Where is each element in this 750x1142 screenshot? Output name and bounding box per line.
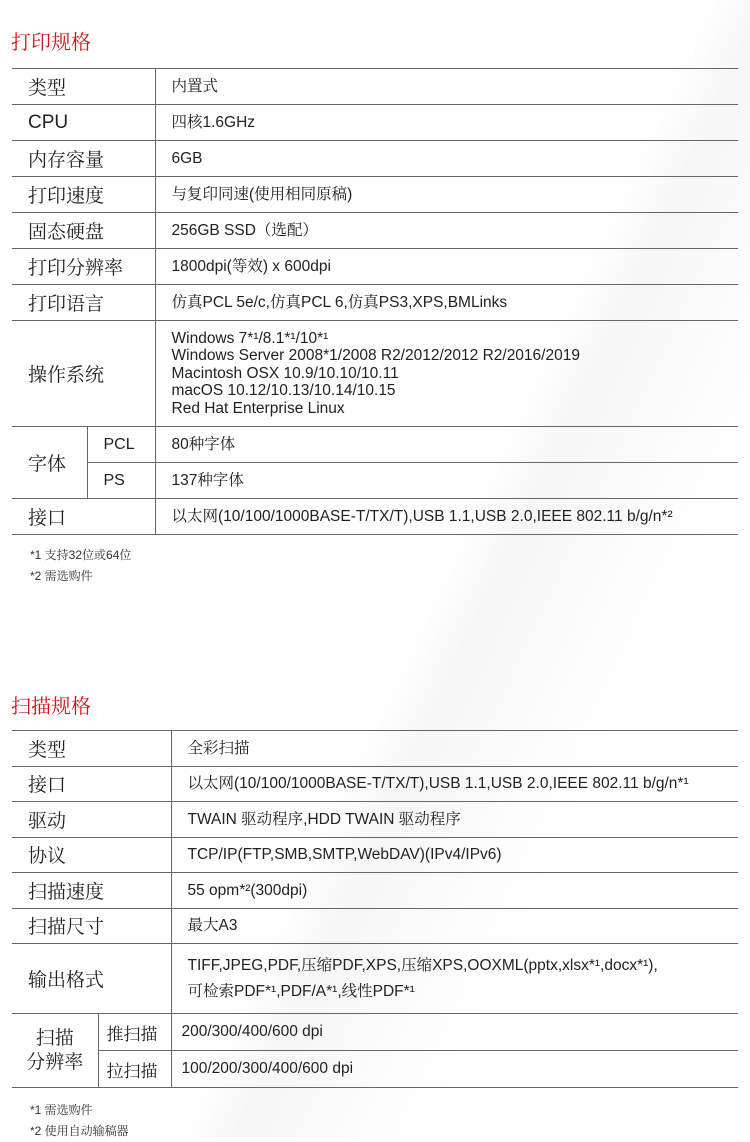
table-row bbox=[12, 731, 738, 767]
row-value: 仿真PCL 5e/c,仿真PCL 6,仿真PS3,XPS,BMLinks bbox=[155, 285, 738, 321]
row-label: 输出格式 bbox=[12, 944, 171, 1014]
row-label: 类型 bbox=[12, 69, 155, 105]
table-row bbox=[12, 908, 738, 944]
os-line: macOS 10.12/10.13/10.14/10.15 bbox=[171, 382, 396, 400]
row-value: 最大A3 bbox=[171, 908, 738, 944]
row-label: 驱动 bbox=[12, 802, 171, 838]
row-value: 以太网(10/100/1000BASE-T/TX/T),USB 1.1,USB 2.0,IEEE 802.11 b/g/n*¹ bbox=[171, 766, 738, 802]
table-row bbox=[12, 285, 738, 321]
row-value bbox=[171, 944, 738, 1014]
row-label: CPU bbox=[12, 105, 155, 141]
scan-spec-title: 扫描规格 bbox=[11, 696, 91, 718]
os-line: Windows Server 2008*1/2008 R2/2012/2012 R2/2016/2019 bbox=[171, 347, 580, 365]
table-row bbox=[12, 105, 738, 141]
note: *2 使用自动输稿器 bbox=[30, 1124, 129, 1138]
table-row bbox=[12, 321, 738, 427]
output-line: 可检索PDF*¹,PDF/A*¹,线性PDF*¹ bbox=[187, 982, 415, 1000]
table-row bbox=[12, 1014, 738, 1051]
table-row bbox=[12, 837, 738, 873]
row-value: 80种字体 bbox=[155, 427, 738, 463]
row-label: 接口 bbox=[12, 766, 171, 802]
table-row bbox=[12, 802, 738, 838]
scan-notes bbox=[30, 1100, 129, 1142]
sub-label: 拉扫描 bbox=[98, 1051, 171, 1088]
label-line: 分辨率 bbox=[26, 1051, 84, 1073]
row-label: 打印语言 bbox=[12, 285, 155, 321]
table-row bbox=[12, 213, 738, 249]
row-value: 256GB SSD（选配） bbox=[155, 213, 738, 249]
table-row bbox=[12, 69, 738, 105]
os-line: Macintosh OSX 10.9/10.10/10.11 bbox=[171, 364, 399, 382]
table-row bbox=[12, 463, 738, 499]
row-label: 字体 bbox=[12, 427, 87, 499]
row-value: 内置式 bbox=[155, 69, 738, 105]
print-notes bbox=[30, 545, 131, 587]
row-label: 扫描尺寸 bbox=[12, 908, 171, 944]
row-value bbox=[155, 321, 738, 427]
row-label bbox=[12, 1014, 98, 1088]
row-label: 打印分辨率 bbox=[12, 249, 155, 285]
sub-label: 推扫描 bbox=[98, 1014, 171, 1051]
note: *1 支持32位或64位 bbox=[30, 548, 132, 562]
row-value: TCP/IP(FTP,SMB,SMTP,WebDAV)(IPv4/IPv6) bbox=[171, 837, 738, 873]
row-label: 类型 bbox=[12, 731, 171, 767]
row-label: 打印速度 bbox=[12, 177, 155, 213]
row-value: 200/300/400/600 dpi bbox=[171, 1014, 738, 1051]
table-row bbox=[12, 944, 738, 1014]
scan-spec-table bbox=[12, 730, 738, 1088]
row-value: 全彩扫描 bbox=[171, 731, 738, 767]
table-row bbox=[12, 141, 738, 177]
row-value: TWAIN 驱动程序,HDD TWAIN 驱动程序 bbox=[171, 802, 738, 838]
table-row bbox=[12, 177, 738, 213]
row-value: 55 opm*²(300dpi) bbox=[171, 873, 738, 909]
row-value: 与复印同速(使用相同原稿) bbox=[155, 177, 738, 213]
os-line: Windows 7*¹/8.1*¹/10*¹ bbox=[171, 329, 329, 347]
row-label: 扫描速度 bbox=[12, 873, 171, 909]
output-line: TIFF,JPEG,PDF,压缩PDF,XPS,压缩XPS,OOXML(pptx,xlsx*¹,docx*¹), bbox=[187, 956, 658, 974]
row-label: 固态硬盘 bbox=[12, 213, 155, 249]
row-value: 以太网(10/100/1000BASE-T/TX/T),USB 1.1,USB 2.0,IEEE 802.11 b/g/n*² bbox=[155, 499, 738, 535]
os-line: Red Hat Enterprise Linux bbox=[171, 399, 345, 417]
print-spec-table bbox=[12, 68, 738, 535]
row-value: 100/200/300/400/600 dpi bbox=[171, 1051, 738, 1088]
label-line: 扫描 bbox=[35, 1027, 74, 1049]
table-row bbox=[12, 499, 738, 535]
table-row bbox=[12, 249, 738, 285]
row-label: 协议 bbox=[12, 837, 171, 873]
row-value: 137种字体 bbox=[155, 463, 738, 499]
table-row bbox=[12, 873, 738, 909]
row-label: 操作系统 bbox=[12, 321, 155, 427]
table-row bbox=[12, 1051, 738, 1088]
table-row bbox=[12, 427, 738, 463]
row-label: 接口 bbox=[12, 499, 155, 535]
row-value: 四核1.6GHz bbox=[155, 105, 738, 141]
print-spec-title: 打印规格 bbox=[11, 32, 91, 54]
note: *2 需选购件 bbox=[30, 569, 93, 583]
row-label: 内存容量 bbox=[12, 141, 155, 177]
row-value: 1800dpi(等效) x 600dpi bbox=[155, 249, 738, 285]
table-row bbox=[12, 766, 738, 802]
row-value: 6GB bbox=[155, 141, 738, 177]
note: *1 需选购件 bbox=[30, 1103, 93, 1117]
sub-label: PCL bbox=[87, 427, 155, 463]
sub-label: PS bbox=[87, 463, 155, 499]
